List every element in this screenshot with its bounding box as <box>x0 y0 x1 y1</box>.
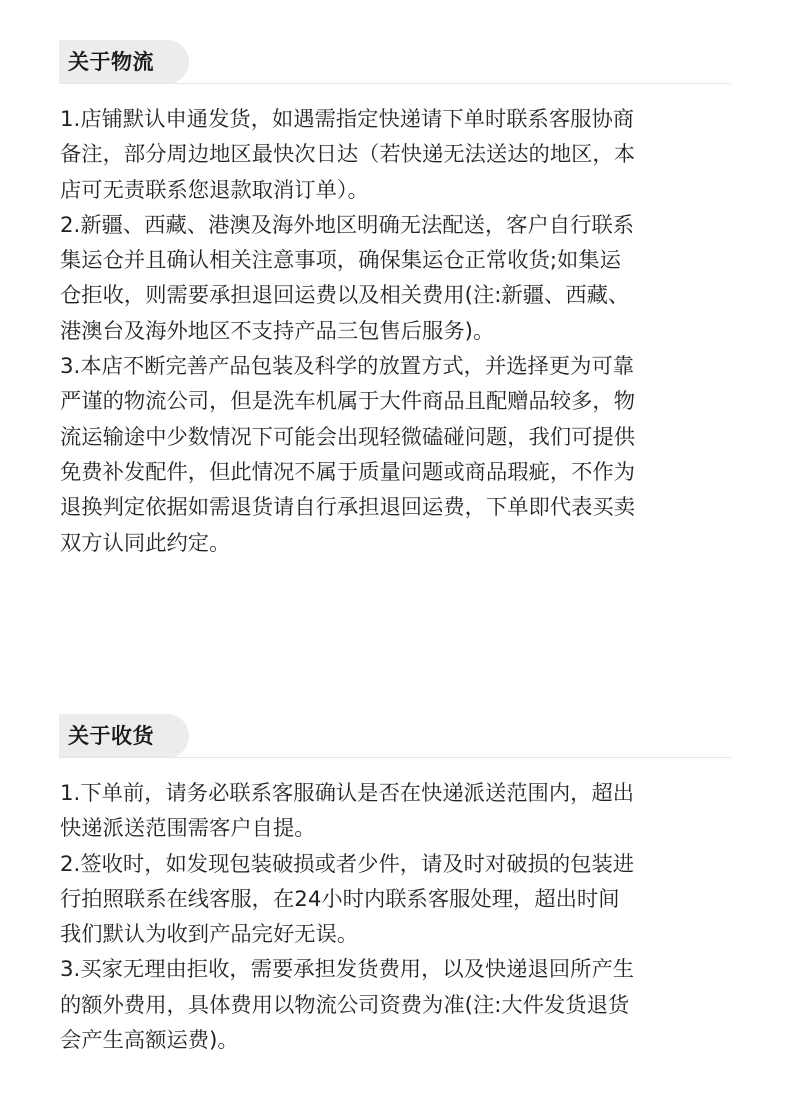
section-body <box>60 102 735 561</box>
text-line: 港澳台及海外地区不支持产品三包售后服务)。 <box>60 318 495 344</box>
text-line: 2.新疆、西藏、港澳及海外地区明确无法配送，客户自行联系 <box>60 212 635 238</box>
section-body <box>60 776 735 1058</box>
text-line: 退换判定依据如需退货请自行承担退回运费，下单即代表买卖 <box>60 495 636 521</box>
text-line: 3.买家无理由拒收，需要承担发货费用，以及快递退回所产生 <box>60 957 635 983</box>
text-line: 行拍照联系在线客服，在24小时内联系客服处理，超出时间 <box>60 886 620 912</box>
text-line: 免费补发配件，但此情况不属于质量问题或商品瑕疵，不作为 <box>60 459 636 485</box>
text-line: 流运输途中少数情况下可能会出现轻微磕碰问题，我们可提供 <box>60 424 636 450</box>
text-line: 会产生高额运费)。 <box>60 1028 239 1054</box>
text-line: 我们默认为收到产品完好无误。 <box>60 922 359 948</box>
text-line: 双方认同此约定。 <box>60 530 231 556</box>
text-line: 严谨的物流公司，但是洗车机属于大件商品且配赠品较多，物 <box>60 389 636 415</box>
heading-divider <box>59 83 731 84</box>
text-line: 店可无责联系您退款取消订单）。 <box>60 177 369 203</box>
text-line: 2.签收时，如发现包装破损或者少件，请及时对破损的包装进 <box>60 851 635 877</box>
section-title: 关于收货 <box>68 724 154 748</box>
text-line: 仓拒收，则需要承担退回运费以及相关费用(注:新疆、西藏、 <box>60 283 630 309</box>
text-line: 1.店铺默认申通发货，如遇需指定快递请下单时联系客服协商 <box>60 107 635 132</box>
section-logistics <box>0 40 790 561</box>
text-line: 快递派送范围需客户自提。 <box>60 816 316 842</box>
section-receiving <box>0 714 790 1058</box>
section-heading <box>59 40 731 84</box>
section-title: 关于物流 <box>68 50 154 74</box>
text-line: 3.本店不断完善产品包装及科学的放置方式，并选择更为可靠 <box>60 354 635 380</box>
text-line: 的额外费用，具体费用以物流公司资费为准(注:大件发货退货 <box>60 992 630 1018</box>
text-line: 备注，部分周边地区最快次日达（若快递无法送达的地区，本 <box>60 142 636 168</box>
heading-divider <box>59 757 731 758</box>
text-line: 1.下单前，请务必联系客服确认是否在快递派送范围内，超出 <box>60 781 635 806</box>
section-heading <box>59 714 731 758</box>
text-line: 集运仓并且确认相关注意事项，确保集运仓正常收货;如集运 <box>60 248 621 274</box>
